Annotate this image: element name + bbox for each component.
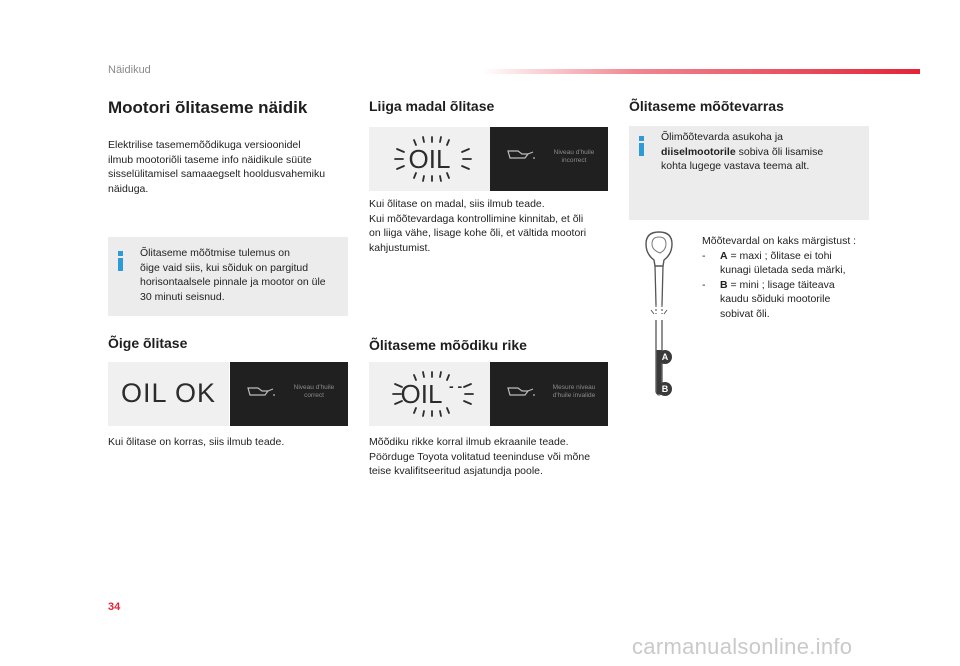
display-oil-ok-label-panel bbox=[108, 362, 229, 426]
display-oil-low-label-panel bbox=[369, 127, 490, 191]
intro-line: sisselülitamisel samaaegselt hooldusvahemiku bbox=[108, 168, 326, 180]
intro-line: näiduga. bbox=[108, 182, 149, 195]
info-box-dipstick bbox=[629, 126, 869, 220]
mark-a-badge: A bbox=[658, 350, 672, 364]
oil-fault-dashes: - - bbox=[449, 378, 463, 394]
watermark: carmanualsonline.info bbox=[632, 634, 853, 659]
intro-line: Elektrilise tasememõõdikuga versioonidel bbox=[108, 139, 301, 151]
info-box-measurement bbox=[108, 237, 348, 316]
fault-heading: Õlitaseme mõõdiku rike bbox=[369, 337, 527, 353]
display-screen bbox=[230, 362, 348, 426]
fault-text: Mõõdiku rikke korral ilmub ekraanile teade. Pöörduge Toyota volitatud teeninduse või mõne teise kvalifitseeritud asjatundja poole. bbox=[369, 436, 591, 477]
low-level-text: Kui õlitase on madal, siis ilmub teade. Kui mõõtevardaga kontrollimine kinnitab, et õli on liiga vähe, lisage kohe õli, et vältida mootori kahjustumist. bbox=[369, 198, 587, 254]
display-screen bbox=[490, 362, 608, 426]
oil-ok-text: OIL OK bbox=[120, 378, 217, 408]
header-accent-bar bbox=[482, 69, 920, 74]
screen-message: Niveau d'huile incorrect bbox=[553, 149, 595, 164]
info-text: Õlimõõtevarda asukoha ja diiselmootorile sobiva õli lisamise kohta lugege vastava teema alt. bbox=[661, 131, 824, 172]
mark-a-item: - A = maxi ; õlitase ei tohi kunagi ületada seda märki, bbox=[702, 249, 846, 276]
oil-low-text: OIL bbox=[408, 144, 451, 174]
intro-line: ilmub mootoriõli taseme info näidikule süüte bbox=[108, 153, 312, 166]
display-oil-fault bbox=[369, 362, 608, 426]
dipstick-marks bbox=[702, 234, 877, 321]
dipstick-heading: Õlitaseme mõõtevarras bbox=[629, 98, 784, 114]
display-oil-low bbox=[369, 127, 608, 191]
ok-level-text: Kui õlitase on korras, siis ilmub teade. bbox=[108, 436, 285, 448]
ok-level-heading: Õige õlitase bbox=[108, 335, 188, 351]
marks-list bbox=[702, 249, 877, 322]
dipstick-illustration bbox=[634, 230, 684, 402]
bold-term: diiselmootorile bbox=[661, 145, 736, 158]
display-oil-ok bbox=[108, 362, 348, 426]
oil-fault-text: OIL bbox=[400, 379, 443, 409]
display-oil-fault-label-panel bbox=[369, 362, 490, 426]
marks-intro: Mõõtevardal on kaks märgistust : bbox=[702, 235, 857, 247]
intro-paragraph bbox=[108, 138, 353, 196]
screen-message: Niveau d'huile correct bbox=[293, 384, 335, 399]
section-label: Näidikud bbox=[108, 64, 151, 76]
page-number: 34 bbox=[108, 601, 121, 613]
info-icon bbox=[638, 136, 646, 156]
mark-b-item: - B = mini ; lisage täiteava kaudu sõiduki mootorile sobivat õli. bbox=[702, 278, 835, 320]
display-screen bbox=[490, 127, 608, 191]
screen-message: Mesure niveau d'huile invalide bbox=[552, 384, 596, 399]
mark-b-badge: B bbox=[658, 382, 672, 396]
page-title: Mootori õlitaseme näidik bbox=[108, 98, 308, 117]
info-text: Õlitaseme mõõtmise tulemus on õige vaid siis, kui sõiduk on pargitud horisontaalsele pinnale ja mootor on üle 30 minuti seisnud. bbox=[140, 247, 326, 303]
low-level-heading: Liiga madal õlitase bbox=[369, 98, 495, 114]
info-icon bbox=[117, 251, 125, 271]
